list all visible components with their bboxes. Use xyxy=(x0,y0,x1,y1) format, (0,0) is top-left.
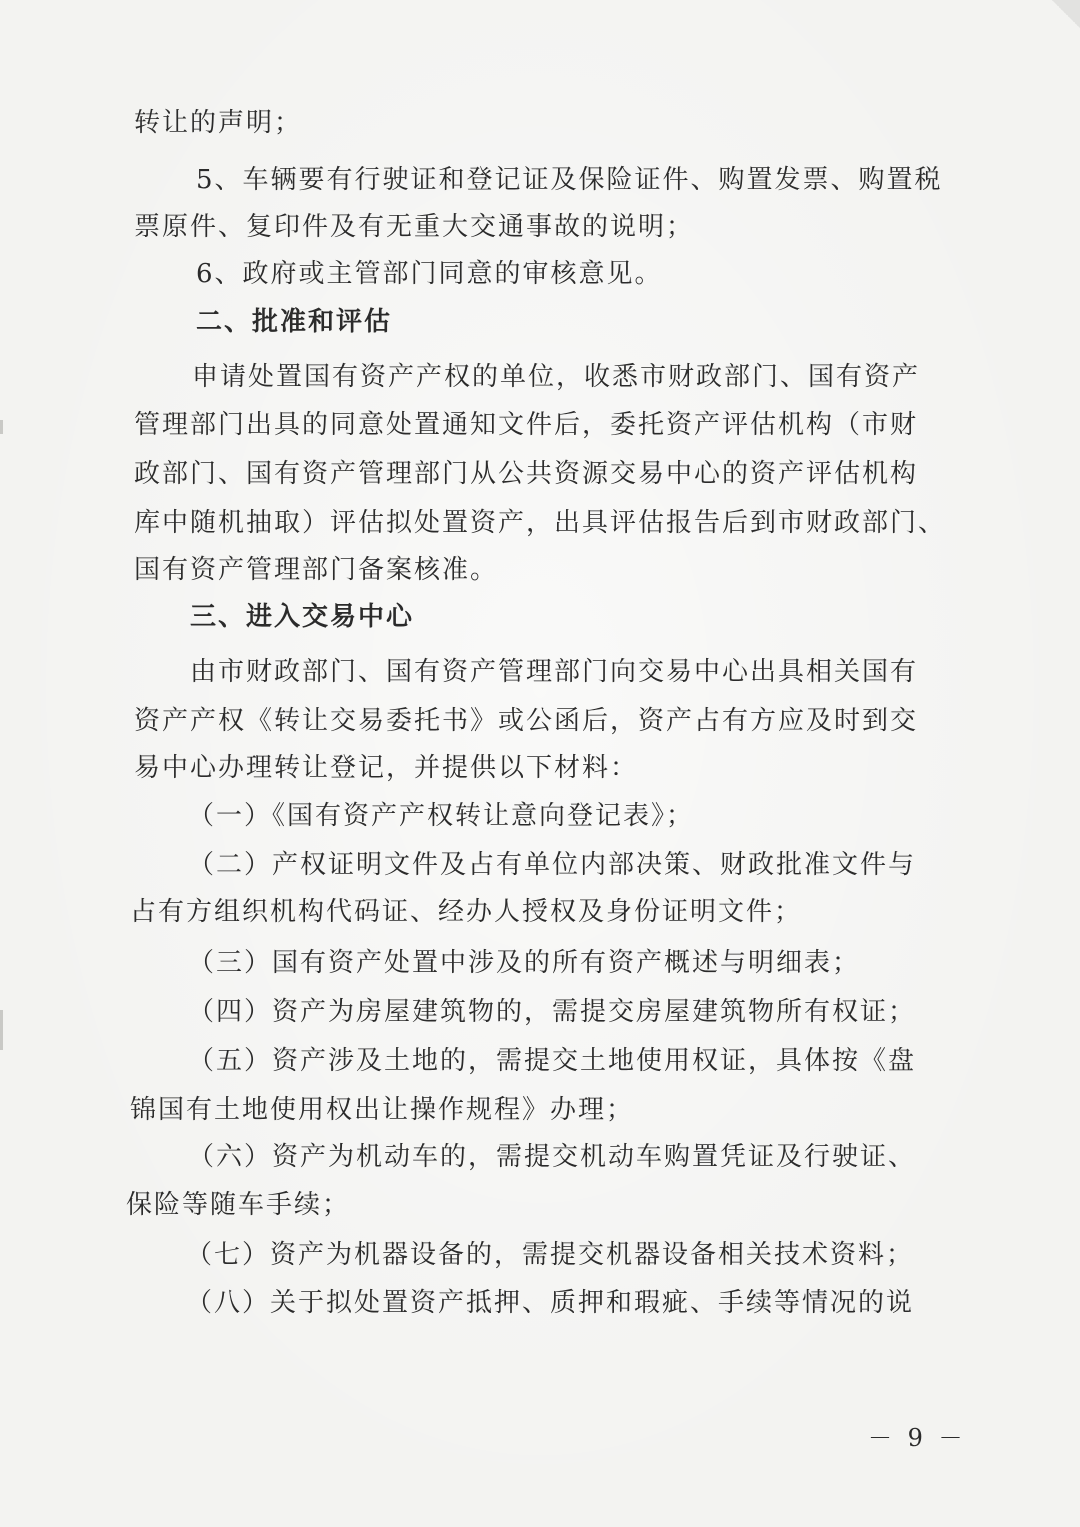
body-line: 申请处置国有资产产权的单位，收悉市财政部门、国有资产 xyxy=(192,362,921,392)
body-line: 由市财政部门、国有资产管理部门向交易中心出具相关国有 xyxy=(190,657,919,687)
body-line: （五）资产涉及土地的，需提交土地使用权证，具体按《盘 xyxy=(188,1046,917,1076)
body-line: （一）《国有资产产权转让意向登记表》； xyxy=(188,801,695,831)
body-line: 票原件、复印件及有无重大交通事故的说明； xyxy=(134,212,695,242)
body-line: 资产产权《转让交易委托书》或公函后，资产占有方应及时到交 xyxy=(134,706,919,736)
body-line: 占有方组织机构代码证、经办人授权及身份证明文件； xyxy=(130,897,803,927)
body-line: 库中随机抽取）评估拟处置资产，出具评估报告后到市财政部门、 xyxy=(134,508,947,538)
body-line: 保险等随车手续； xyxy=(126,1190,351,1220)
body-line: （八）关于拟处置资产抵押、质押和瑕疵、手续等情况的说 xyxy=(186,1288,915,1318)
body-line: 管理部门出具的同意处置通知文件后，委托资产评估机构（市财 xyxy=(134,410,919,440)
body-line: （四）资产为房屋建筑物的，需提交房屋建筑物所有权证； xyxy=(188,997,917,1027)
section-heading: 二、批准和评估 xyxy=(196,307,393,337)
body-line: 转让的声明； xyxy=(134,108,303,138)
body-line: 国有资产管理部门备案核准。 xyxy=(134,555,499,585)
page-number: － 9 － xyxy=(868,1424,967,1452)
body-line: 锦国有土地使用权出让操作规程》办理； xyxy=(130,1095,635,1125)
body-line: 5、车辆要有行驶证和登记证及保险证件、购置发票、购置税 xyxy=(196,165,943,195)
section-heading: 三、进入交易中心 xyxy=(190,602,415,632)
body-line: （三）国有资产处置中涉及的所有资产概述与明细表； xyxy=(188,948,861,978)
binding-mark xyxy=(0,420,3,434)
body-line: （七）资产为机器设备的，需提交机器设备相关技术资料； xyxy=(186,1240,915,1270)
page-corner-fold xyxy=(1052,0,1080,28)
body-line: （六）资产为机动车的，需提交机动车购置凭证及行驶证、 xyxy=(188,1142,917,1172)
body-line: 6、政府或主管部门同意的审核意见。 xyxy=(196,259,663,289)
body-line: 易中心办理转让登记，并提供以下材料： xyxy=(134,753,639,783)
body-line: （二）产权证明文件及占有单位内部决策、财政批准文件与 xyxy=(188,850,917,880)
binding-mark xyxy=(0,1010,3,1050)
body-line: 政部门、国有资产管理部门从公共资源交易中心的资产评估机构 xyxy=(134,459,919,489)
